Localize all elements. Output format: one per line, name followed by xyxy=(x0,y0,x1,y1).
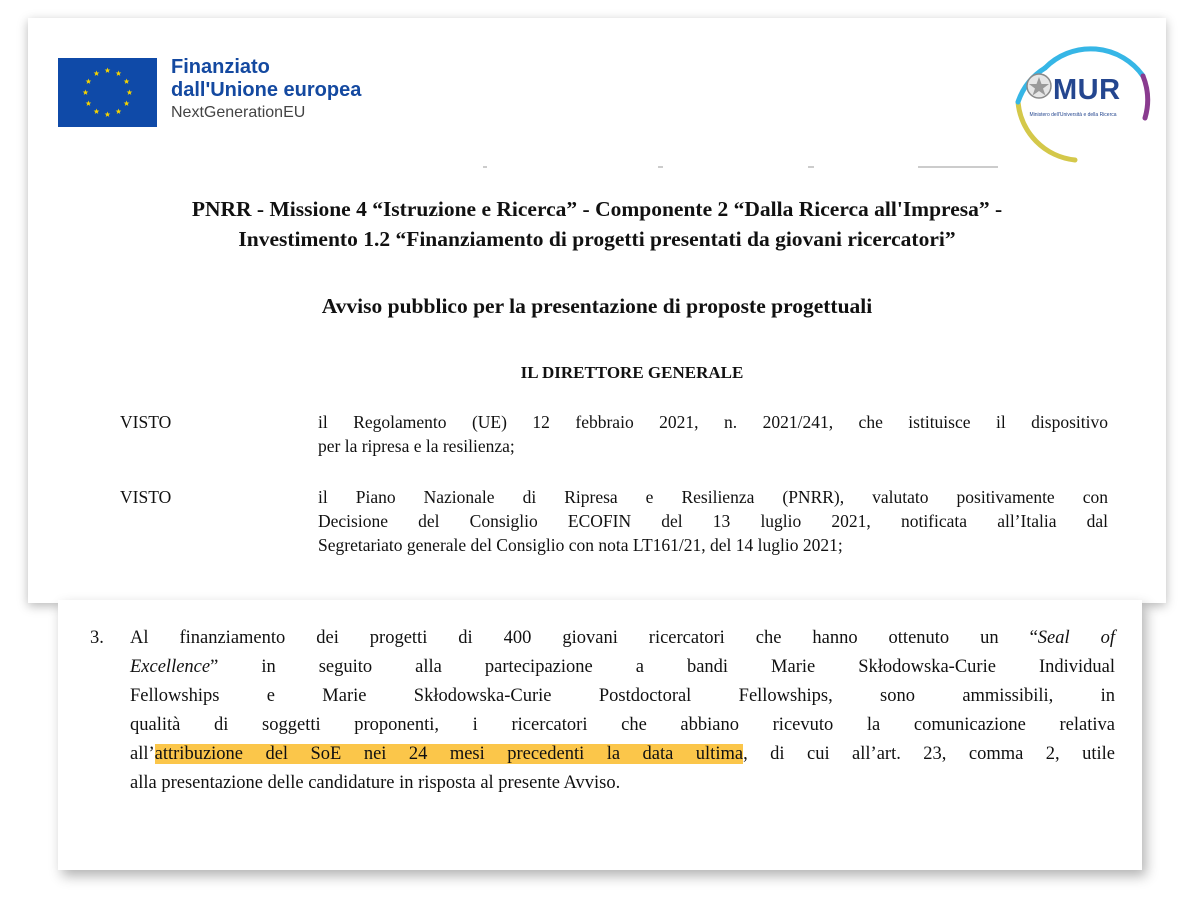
visto-line: il Regolamento (UE) 12 febbraio 2021, n. 2021/241, che istituisce il dispositivo xyxy=(318,412,1108,432)
document-subtitle: Avviso pubblico per la presentazione di proposte progettuali xyxy=(321,294,873,318)
eu-star xyxy=(94,70,100,75)
eu-logo-line1: Finanziato xyxy=(171,56,270,78)
visto-label: VISTO xyxy=(120,412,172,432)
mur-logo-subtext: Ministero dell'Università e della Ricerca xyxy=(1029,112,1117,118)
eu-star xyxy=(86,101,92,106)
eu-star xyxy=(124,101,130,106)
visto-line: Decisione del Consiglio ECOFIN del 13 luglio 2021, notificata all’Italia dal xyxy=(318,511,1108,531)
visto-line: il Piano Nazionale di Ripresa e Resilienza (PNRR), valutato positivamente con xyxy=(318,487,1108,507)
text-run: , di cui all’art. 23, comma 2, utile xyxy=(743,744,1115,764)
mur-logo xyxy=(993,18,1163,168)
eu-star xyxy=(105,68,111,73)
document-page xyxy=(28,18,1166,603)
paragraph-line-1 xyxy=(130,624,1115,653)
highlighted-excerpt-card xyxy=(58,600,1142,870)
eu-star xyxy=(124,79,130,84)
document-title xyxy=(28,194,1166,254)
visto-line: per la ripresa e la resilienza; xyxy=(318,436,515,456)
eu-star xyxy=(127,90,133,95)
paragraph-body xyxy=(130,624,1115,798)
italic-text: Excellence xyxy=(130,657,211,677)
title-line-1: PNRR - Missione 4 “Istruzione e Ricerca” - Componente 2 “Dalla Ricerca all'Impresa” - xyxy=(191,197,1003,221)
text-run: Al finanziamento dei progetti di 400 giovani ricercatori che hanno ottenuto un “ xyxy=(130,628,1038,648)
eu-logo-line3: NextGenerationEU xyxy=(171,104,306,121)
eu-star xyxy=(116,70,122,75)
visto-line: Segretariato generale del Consiglio con nota LT161/21, del 14 luglio 2021; xyxy=(318,535,843,555)
eu-star xyxy=(86,79,92,84)
eu-star xyxy=(94,109,100,114)
eu-stars-icon xyxy=(58,58,157,127)
paragraph-line-6: alla presentazione delle candidature in risposta al presente Avviso. xyxy=(130,773,621,793)
mur-logo-text: MUR xyxy=(1053,74,1121,106)
paragraph-line-3: Fellowships e Marie Skłodowska-Curie Postdoctoral Fellowships, sono ammissibili, in xyxy=(130,686,1115,706)
italic-text: Seal of xyxy=(1037,628,1115,648)
text-run: all’ xyxy=(130,744,155,764)
eu-logo-line2: dall'Unione europea xyxy=(171,79,362,101)
paragraph-line-5 xyxy=(130,740,1115,769)
italian-emblem-icon xyxy=(1027,74,1051,98)
clipped-text-remnant xyxy=(448,166,1018,170)
paragraph-line-2 xyxy=(130,653,1115,682)
eu-star xyxy=(83,90,89,95)
eu-star xyxy=(116,109,122,114)
visto-label: VISTO xyxy=(120,487,172,507)
visto-text xyxy=(318,485,1108,557)
highlighted-text: attribuzione del SoE nei 24 mesi precedenti la data ultima xyxy=(154,744,744,764)
eu-flag-icon xyxy=(58,58,157,127)
eu-star xyxy=(105,112,111,117)
visto-text xyxy=(318,410,1108,458)
paragraph-line-4: qualità di soggetti proponenti, i ricercatori che abbiano ricevuto la comunicazione relativa xyxy=(130,715,1115,735)
paragraph-number: 3. xyxy=(90,628,104,648)
text-run: ” in seguito alla partecipazione a bandi Marie Skłodowska-Curie Individual xyxy=(210,657,1115,677)
title-line-2: Investimento 1.2 “Finanziamento di progetti presentati da giovani ricercatori” xyxy=(238,227,956,251)
eu-logo-text xyxy=(171,56,361,124)
director-heading: IL DIRETTORE GENERALE xyxy=(520,363,744,382)
